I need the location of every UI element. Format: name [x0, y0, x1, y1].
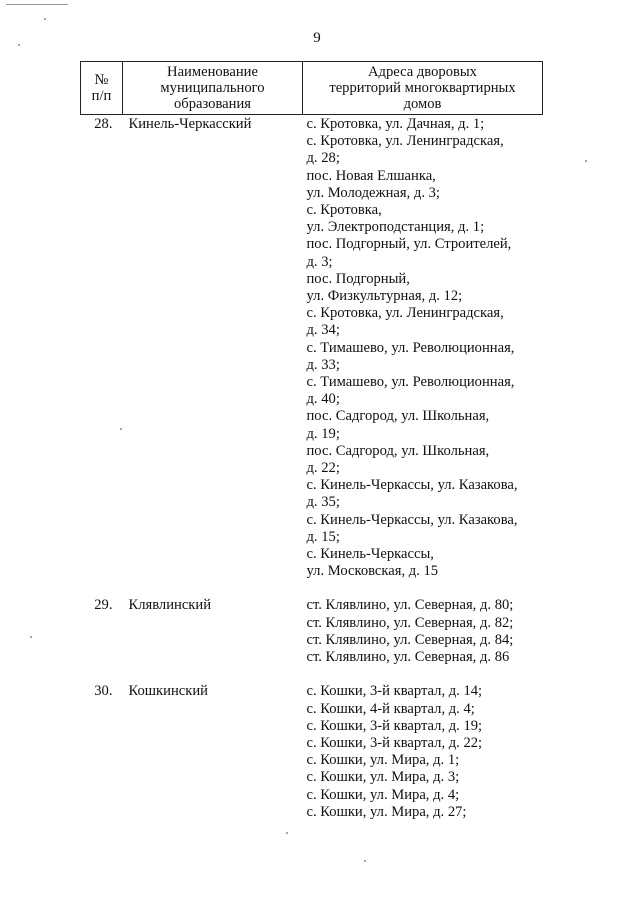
header-addresses-line: Адреса дворовых [368, 64, 477, 80]
address-list [303, 597, 543, 683]
address-line: д. 22; [306, 460, 340, 477]
municipality-name: Кошкинский [128, 683, 208, 700]
address-line: с. Кошки, ул. Мира, д. 3; [306, 769, 460, 786]
row-number: 28. [94, 116, 113, 132]
address-line: д. 28; [306, 150, 340, 167]
address-line: ул. Московская, д. 15 [306, 563, 439, 580]
header-number-line: п/п [91, 88, 112, 104]
address-line: с. Кошки, ул. Мира, д. 1; [306, 752, 460, 769]
address-line: с. Кинель-Черкассы, ул. Казакова, [306, 511, 518, 528]
table-body [81, 115, 543, 838]
address-line: с. Кошки, 3-й квартал, д. 14; [306, 683, 483, 700]
scan-speck [120, 428, 122, 430]
address-line: с. Кошки, ул. Мира, д. 27; [306, 803, 467, 820]
address-line: пос. Садгород, ул. Школьная, [306, 442, 490, 459]
header-addresses [303, 62, 543, 115]
address-line: д. 33; [306, 356, 340, 373]
address-line: с. Кротовка, [306, 202, 382, 219]
address-line: с. Кошки, 4-й квартал, д. 4; [306, 700, 475, 717]
address-line: с. Тимашево, ул. Революционная, [306, 374, 515, 391]
table-header-row [81, 62, 543, 115]
header-municipality-line: образования [174, 96, 251, 112]
scan-speck [585, 160, 587, 162]
address-line: с. Кошки, 3-й квартал, д. 19; [306, 717, 483, 734]
header-addresses-line: территорий многоквартирных [329, 80, 516, 96]
row-number: 29. [94, 597, 113, 614]
page-number: 9 [313, 30, 321, 46]
address-line: ст. Клявлино, ул. Северная, д. 84; [306, 631, 514, 648]
address-line: ул. Электроподстанция, д. 1; [306, 219, 485, 236]
scan-speck [30, 636, 32, 638]
address-line: с. Кинель-Черкассы, [306, 546, 434, 563]
address-line: с. Кошки, ул. Мира, д. 4; [306, 786, 460, 803]
address-line: д. 34; [306, 322, 340, 339]
table-row [81, 597, 543, 683]
header-addresses-line: домов [403, 96, 442, 112]
address-line: ст. Клявлино, ул. Северная, д. 80; [306, 597, 514, 614]
address-line: ул. Молодежная, д. 3; [306, 184, 440, 201]
address-line: с. Кошки, 3-й квартал, д. 22; [306, 734, 483, 751]
address-line: пос. Подгорный, ул. Строителей, [306, 236, 512, 253]
address-line: ст. Клявлино, ул. Северная, д. 82; [306, 614, 514, 631]
municipality-name: Клявлинский [128, 597, 212, 614]
address-line: д. 3; [306, 253, 333, 270]
address-line: с. Кротовка, ул. Дачная, д. 1; [306, 116, 485, 132]
address-line: с. Тимашево, ул. Революционная, [306, 339, 515, 356]
address-line: д. 40; [306, 391, 340, 408]
address-line: д. 35; [306, 494, 340, 511]
header-number-line: № [94, 72, 109, 88]
scan-speck [364, 860, 366, 862]
header-municipality [123, 62, 303, 115]
addresses-table [80, 61, 543, 838]
row-number: 30. [94, 683, 113, 700]
address-line: с. Кротовка, ул. Ленинградская, [306, 133, 504, 150]
address-line: д. 19; [306, 425, 340, 442]
address-list [303, 115, 543, 598]
address-line: ст. Клявлино, ул. Северная, д. 86 [306, 649, 510, 666]
header-number [81, 62, 123, 115]
address-line: с. Кротовка, ул. Ленинградская, [306, 305, 504, 322]
scan-artifact-line [6, 4, 68, 5]
header-municipality-line: муниципального [160, 80, 265, 96]
header-municipality-line: Наименование [167, 64, 258, 80]
address-line: ул. Физкультурная, д. 12; [306, 288, 463, 305]
address-line: пос. Новая Елшанка, [306, 167, 436, 184]
address-line: пос. Подгорный, [306, 270, 410, 287]
address-list [303, 683, 543, 838]
scan-speck [286, 832, 288, 834]
municipality-name: Кинель-Черкасский [128, 116, 252, 132]
address-line: д. 15; [306, 528, 340, 545]
table-row [81, 683, 543, 838]
table-row [81, 115, 543, 598]
scan-speck [44, 18, 46, 20]
address-line: с. Кинель-Черкассы, ул. Казакова, [306, 477, 518, 494]
scan-speck [18, 44, 20, 46]
address-line: пос. Садгород, ул. Школьная, [306, 408, 490, 425]
